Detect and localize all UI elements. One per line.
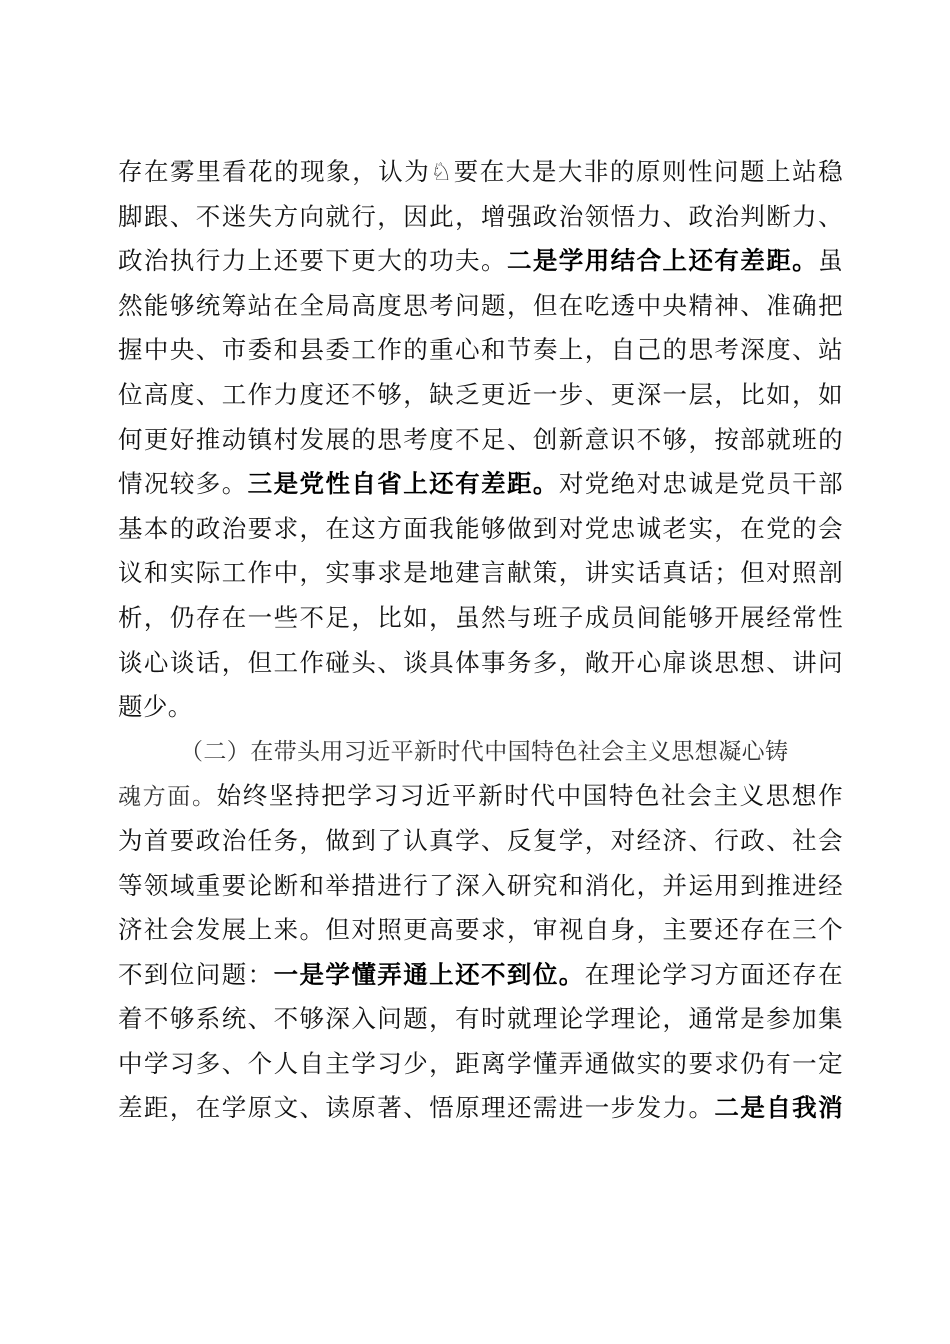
text-line: 谈心谈话，但工作碰头、谈具体事务多，敞开心扉谈思想、讲问 [118, 647, 843, 677]
text-line: 何更好推动镇村发展的思考度不足、创新意识不够，按部就班的 [118, 424, 843, 454]
text-run: 对党绝对忠诚是党员干部 [558, 469, 844, 499]
text-run: 政治执行力上还要下更大的功夫。 [118, 246, 507, 276]
section-heading-run: 魂方面。 [118, 784, 217, 811]
bold-heading-run: 三是党性自省上还有差距。 [247, 469, 559, 499]
text-line: 为首要政治任务，做到了认真学、反复学，对经济、行政、社会 [118, 825, 843, 855]
text-run: 始终坚持把学习习近平新时代中国特色社会主义思想作 [216, 781, 843, 811]
text-line: 然能够统筹站在全局高度思考问题，但在吃透中央精神、准确把 [118, 290, 843, 320]
text-line [118, 239, 843, 284]
section-heading-line: （二）在带头用习近平新时代中国特色社会主义思想凝心铸 [180, 738, 789, 765]
text-line: 济社会发展上来。但对照更高要求，审视自身，主要还存在三个 [118, 915, 843, 945]
text-line [118, 462, 843, 507]
text-line: 存在雾里看花的现象，认为♘要在大是大非的原则性问题上站稳 [118, 157, 843, 186]
text-line: 题少。 [118, 692, 193, 722]
text-run: 虽 [818, 246, 843, 276]
text-line: 位高度、工作力度还不够，缺乏更近一步、更深一层，比如，如 [118, 379, 843, 409]
text-run: 情况较多。 [118, 469, 248, 499]
text-line: 议和实际工作中，实事求是地建言献策，讲实话真话；但对照剖 [118, 558, 843, 588]
text-run: 不到位问题： [118, 959, 274, 989]
text-line: 中学习多、个人自主学习少，距离学懂弄通做实的要求仍有一定 [118, 1048, 843, 1078]
text-line: 基本的政治要求，在这方面我能够做到对党忠诚老实，在党的会 [118, 513, 843, 543]
body-text [118, 150, 843, 1131]
text-line [118, 774, 843, 819]
text-line: 析，仍存在一些不足，比如，虽然与班子成员间能够开展经常性 [118, 602, 843, 632]
text-line: 着不够系统、不够深入问题，有时就理论学理论，通常是参加集 [118, 1004, 843, 1034]
text-run: 差距，在学原文、读原著、悟原理还需进一步发力。 [118, 1093, 715, 1123]
text-line: 等领域重要论断和举措进行了深入研究和消化，并运用到推进经 [118, 870, 843, 900]
text-run: 在理论学习方面还存在 [584, 959, 843, 989]
text-line: 脚跟、不迷失方向就行，因此，增强政治领悟力、政治判断力、 [118, 201, 843, 231]
text-line [118, 953, 843, 998]
bold-heading-run: 二是学用结合上还有差距。 [506, 246, 819, 276]
bold-heading-run: 一是学懂弄通上还不到位。 [273, 959, 585, 989]
text-line [118, 1086, 843, 1131]
text-line: 握中央、市委和县委工作的重心和节奏上，自己的思考深度、站 [118, 335, 843, 365]
bold-heading-run: 二是自我消 [714, 1093, 844, 1123]
